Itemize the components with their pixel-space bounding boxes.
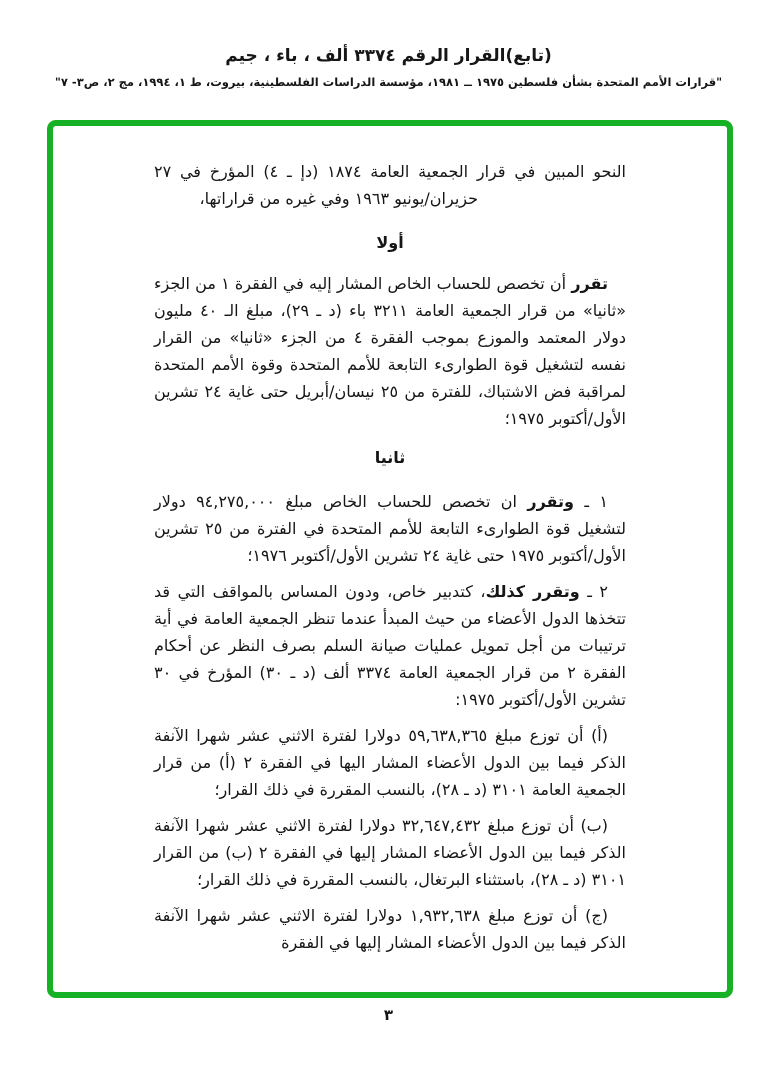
item-2-number: ٢ ـ	[579, 582, 609, 601]
document-title: (تابع)القرار الرقم ٣٣٧٤ ألف ، باء ، جيم	[225, 46, 552, 66]
section-one-paragraph	[154, 270, 626, 432]
section-one-heading: أولا	[376, 233, 404, 252]
section-one-paragraph-text: أن تخصص للحساب الخاص المشار إليه في الفقرة ١ من الجزء «ثانيا» من قرار الجمعية العامة ٣٢١١ باء (د ـ ٢٩)، مبلغ الـ ٤٠ مليون دولار المعتمد والموزع بموجب الفقرة ٤ من الجزء «ثانيا» من القرار نفسه لتشغيل قوة الطوارىء التابعة للأمم المتحدة وقوة الأمم المتحدة لمراقبة فض الاشتباك، للفترة من ٢٥ نيسان/أبريل حتى غاية ٢٤ تشرين الأول/أكتوبر ١٩٧٥؛	[154, 274, 627, 428]
subitem-c-text: (ج) أن توزع مبلغ ١,٩٣٢,٦٣٨ دولارا لفترة الاثني عشر شهرا الآنفة الذكر فيما بين الدول الأعضاء المشار إليها في الفقرة	[154, 906, 626, 952]
item-1-text: ان تخصص للحساب الخاص مبلغ ٩٤,٢٧٥,٠٠٠ دولار لتشغيل قوة الطوارىء التابعة للأمم المتحدة في الفترة من ٢٥ تشرين الأول/أكتوبر ١٩٧٥ حتى غاية ٢٤ تشرين الأول/أكتوبر ١٩٧٦؛	[154, 492, 626, 565]
subitem-b-text: (ب) أن توزع مبلغ ٣٢,٦٤٧,٤٣٢ دولارا لفترة الاثني عشر شهرا الآنفة الذكر فيما بين الدول الأعضاء المشار إليها في الفقرة ٢ (ب) من القرار ٣١٠١ (د ـ ٢٨)، باستثناء البرتغال، بالنسب المقررة في ذلك القرار؛	[154, 816, 626, 889]
document-header	[0, 46, 777, 89]
item-1-decision-verb-bold: وتقرر	[527, 492, 574, 511]
intro-line-1: النحو المبين في قرار الجمعية العامة ١٨٧٤ (دإ ـ ٤) المؤرخ في ٢٧	[154, 162, 627, 181]
section-two-item-2	[154, 578, 626, 713]
document-source-citation: "قرارات الأمم المتحدة بشأن فلسطين ١٩٧٥ ــ ١٩٨١، مؤسسة الدراسات الفلسطينية، بيروت، ط ١، ١٩٩٤، مج ٢، ص٣- ٧"	[54, 75, 723, 89]
section-two-subitem-b	[154, 812, 626, 893]
intro-paragraph	[154, 158, 626, 212]
section-two-heading: ثانيا	[374, 448, 406, 467]
resolution-text-column	[154, 126, 626, 956]
page-number: ٣	[383, 1006, 394, 1024]
item-1-number: ١ ـ	[574, 492, 608, 511]
intro-line-2: حزيران/يونيو ١٩٦٣ وفي غيره من قراراتها،	[199, 189, 478, 208]
section-two-item-1	[154, 488, 626, 569]
item-2-decision-verb-bold: وتقرر كذلك	[485, 582, 580, 601]
decision-verb-bold: تقرر	[571, 274, 608, 293]
resolution-text-green-box	[47, 120, 733, 998]
section-two-subitem-c	[154, 902, 626, 956]
item-2-text: ، كتدبير خاص، ودون المساس بالمواقف التي قد تتخذها الدول الأعضاء من حيث المبدأ عندما تنظر الجمعية العامة في أية ترتيبات من أجل تمويل عمليات صيانة السلم بصرف النظر عن أحكام الفقرة ٢ من قرار الجمعية العامة ٣٣٧٤ ألف (د ـ ٣٠) المؤرخ في ٣٠ تشرين الأول/أكتوبر ١٩٧٥:	[154, 582, 627, 709]
subitem-a-text: (أ) أن توزع مبلغ ٥٩,٦٣٨,٣٦٥ دولارا لفترة الاثني عشر شهرا الآنفة الذكر فيما بين الدول الأعضاء المشار اليها في الفقرة ٢ (أ) من قرار الجمعية العامة ٣١٠١ (د ـ ٢٨)، بالنسب المقررة في ذلك القرار؛	[154, 726, 626, 799]
section-two-subitem-a	[154, 722, 626, 803]
